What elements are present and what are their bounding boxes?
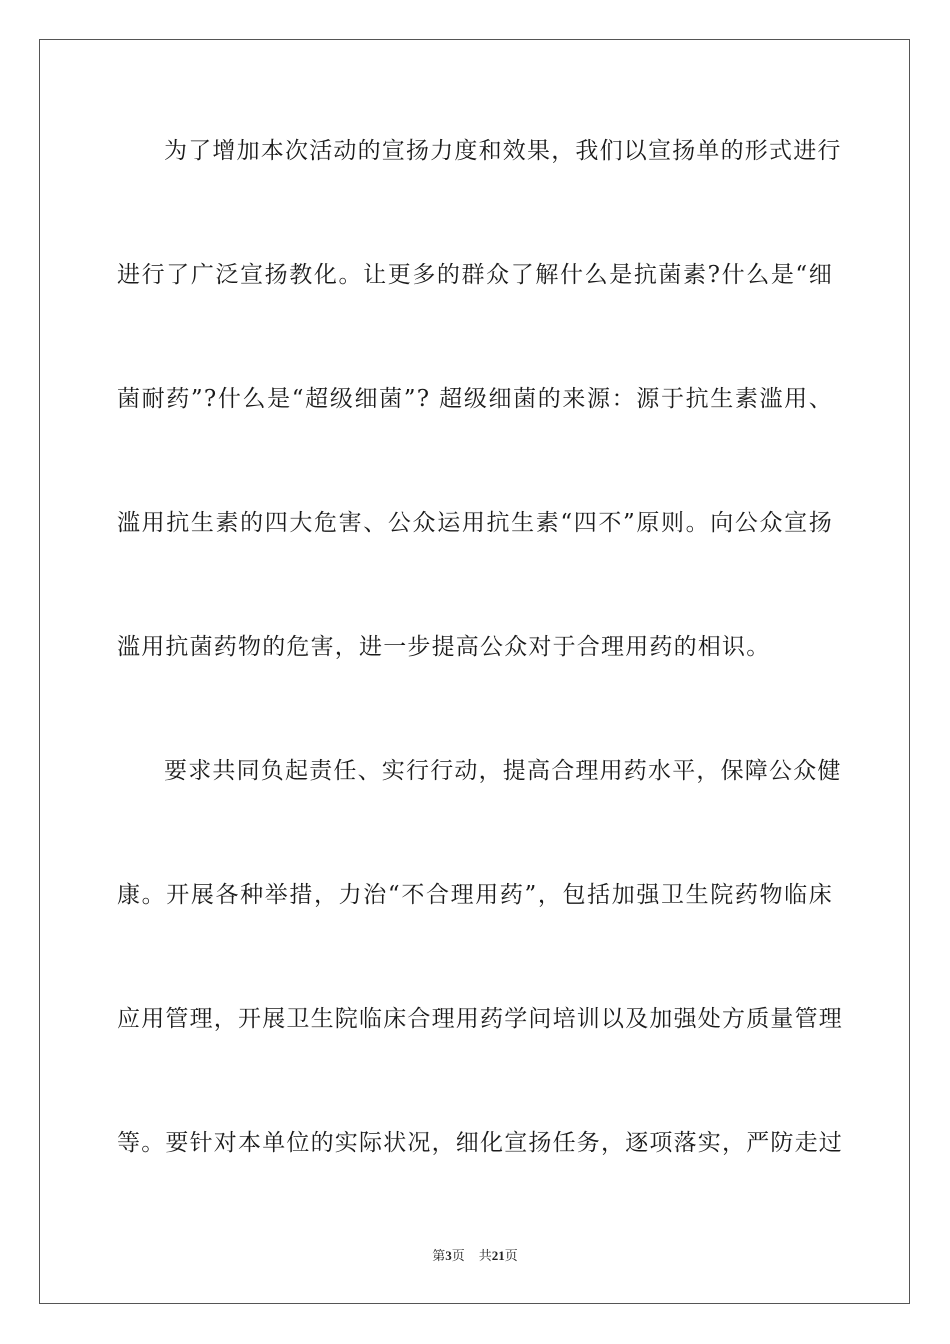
footer-page-suffix: 页 <box>451 1249 465 1264</box>
paragraph-2-line-4: 等。要针对本单位的实际状况，细化宣扬任务，逐项落实，严防走过 <box>117 1130 843 1156</box>
paragraph-2-line-3: 应用管理，开展卫生院临床合理用药学问培训以及加强处方质量管理 <box>117 1006 843 1032</box>
paragraph-2-line-2: 康。开展各种举措，力治“不合理用药”，包括加强卫生院药物临床 <box>117 882 833 908</box>
paragraph-1-line-4: 滥用抗生素的四大危害、公众运用抗生素“四不”原则。向公众宣扬 <box>117 510 833 536</box>
footer-total-prefix: 共 <box>478 1249 492 1264</box>
footer-page-number: 3 <box>445 1248 452 1263</box>
footer-page-prefix: 第 <box>432 1249 446 1264</box>
footer-total-pages: 21 <box>491 1248 505 1263</box>
paragraph-2-line-1: 要求共同负起责任、实行行动，提高合理用药水平，保障公众健 <box>164 758 842 784</box>
page-footer <box>0 1247 950 1266</box>
paragraph-1-line-1: 为了增加本次活动的宣扬力度和效果，我们以宣扬单的形式进行 <box>164 138 842 164</box>
page-border <box>39 39 910 1304</box>
paragraph-1-line-2: 进行了广泛宣扬教化。让更多的群众了解什么是抗菌素?什么是“细 <box>117 262 833 288</box>
paragraph-1-line-3: 菌耐药”?什么是“超级细菌”? 超级细菌的来源：源于抗生素滥用、 <box>117 386 833 412</box>
footer-total-suffix: 页 <box>504 1249 518 1264</box>
paragraph-1-line-5: 滥用抗菌药物的危害，进一步提高公众对于合理用药的相识。 <box>117 634 771 660</box>
